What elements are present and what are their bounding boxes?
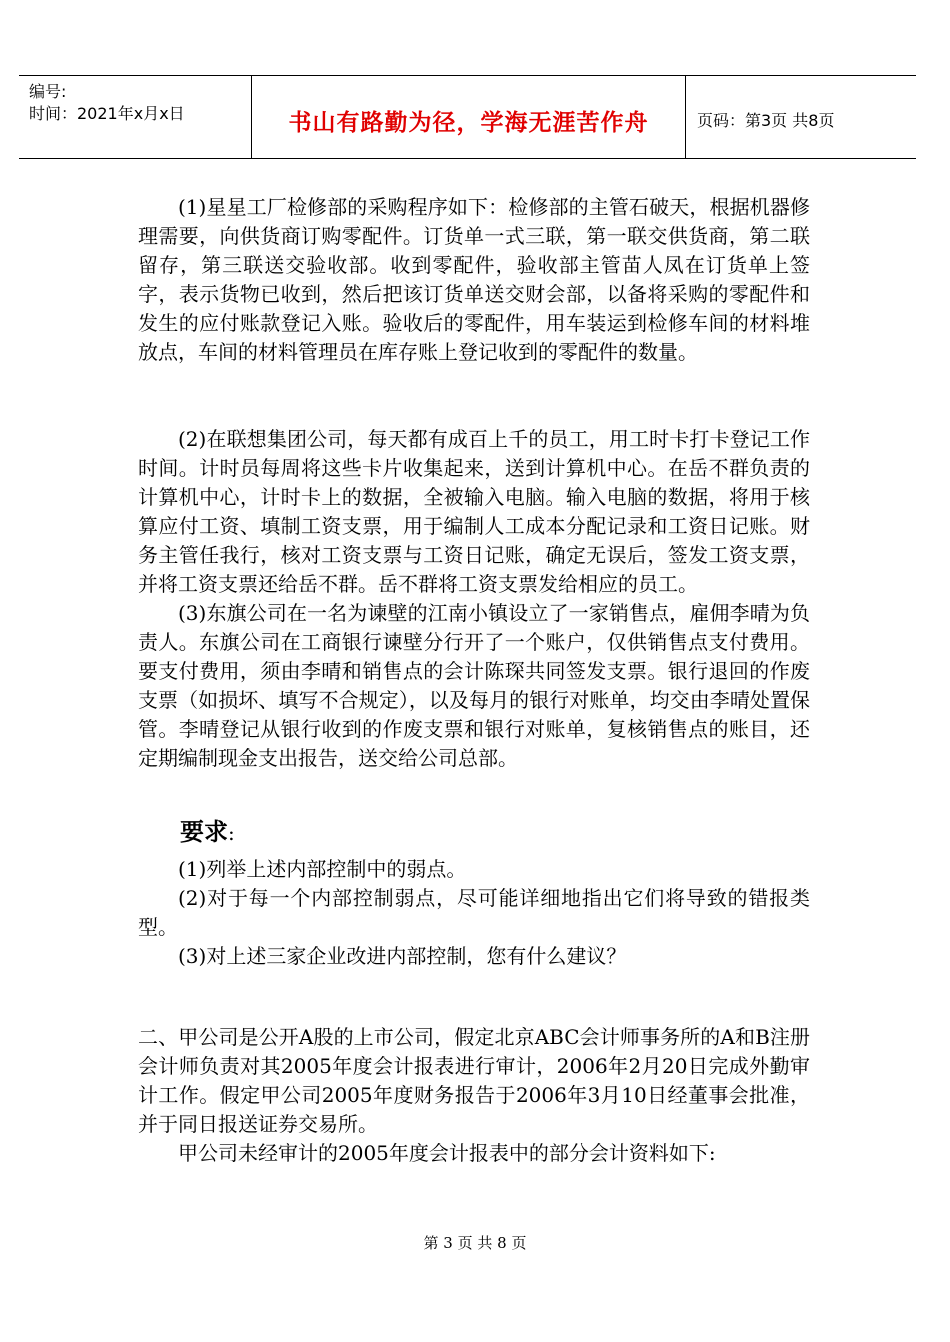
motto: 书山有路勤为径，学海无涯苦作舟 bbox=[288, 110, 649, 136]
section2-paragraph-1: 二、甲公司是公开A股的上市公司，假定北京ABC会计师事务所的A和B注册会计师负责对其2005年度会计报表进行审计，2006年2月20日完成外勤审计工作。假定甲公司2005年度财务报告于2006年3月10日经董事会批准，并于同日报送证券交易所。 bbox=[138, 1025, 810, 1136]
paragraph-1: (1)星星工厂检修部的采购程序如下：检修部的主管石破天，根据机器修理需要，向供货商订购零配件。订货单一式三联，第一联交供货商，第二联留存，第三联送交验收部。收到零配件，验收部主管苗人凤在订货单上签字，表示货物已收到，然后把该订货单送交财会部，以备将采购的零配件和发生的应付账款登记入账。验收后的零配件，用车装运到检修车间的材料堆放点，车间的材料管理员在库存账上登记收到的零配件的数量。 bbox=[138, 195, 810, 364]
requirements-title bbox=[180, 812, 235, 847]
requirements-title-text: 要求 bbox=[180, 818, 228, 846]
paragraph-2: (2)在联想集团公司，每天都有成百上千的员工，用工时卡打卡登记工作时间。计时员每周将这些卡片收集起来，送到计算机中心。在岳不群负责的计算机中心，计时卡上的数据，全被输入电脑。输入电脑的数据，将用于核算应付工资、填制工资支票，用于编制人工成本分配记录和工资日记账。财务主管任我行，核对工资支票与工资日记账，确定无误后，签发工资支票，并将工资支票还给岳不群。岳不群将工资支票发给相应的员工。 bbox=[138, 427, 810, 596]
section2-paragraph-2: 甲公司未经审计的2005年度会计报表中的部分会计资料如下: bbox=[178, 1141, 716, 1165]
requirement-item-3: (3)对上述三家企业改进内部控制，您有什么建议？ bbox=[178, 944, 627, 968]
serial-label: 编号: bbox=[29, 82, 67, 101]
requirement-item-2: (2)对于每一个内部控制弱点，尽可能详细地指出它们将导致的错报类型。 bbox=[138, 886, 810, 939]
header-meta-cell bbox=[19, 76, 251, 158]
requirements-colon: : bbox=[228, 821, 235, 845]
header-page-cell bbox=[685, 76, 916, 158]
page-label: 页码：第3页 共8页 bbox=[697, 111, 835, 130]
requirement-item-1: (1)列举上述内部控制中的弱点。 bbox=[178, 857, 467, 881]
time-label: 时间：2021年x月x日 bbox=[29, 104, 185, 123]
page-footer: 第 3 页 共 8 页 bbox=[423, 1234, 527, 1252]
page-header bbox=[19, 75, 916, 159]
header-motto-cell bbox=[251, 76, 686, 158]
paragraph-3: (3)东旗公司在一名为谏壁的江南小镇设立了一家销售点，雇佣李晴为负责人。东旗公司在工商银行谏壁分行开了一个账户，仅供销售点支付费用。要支付费用，须由李晴和销售点的会计陈琛共同签发支票。银行退回的作废支票（如损坏、填写不合规定），以及每月的银行对账单，均交由李晴处置保管。李晴登记从银行收到的作废支票和银行对账单，复核销售点的账目，还定期编制现金支出报告，送交给公司总部。 bbox=[138, 601, 810, 770]
